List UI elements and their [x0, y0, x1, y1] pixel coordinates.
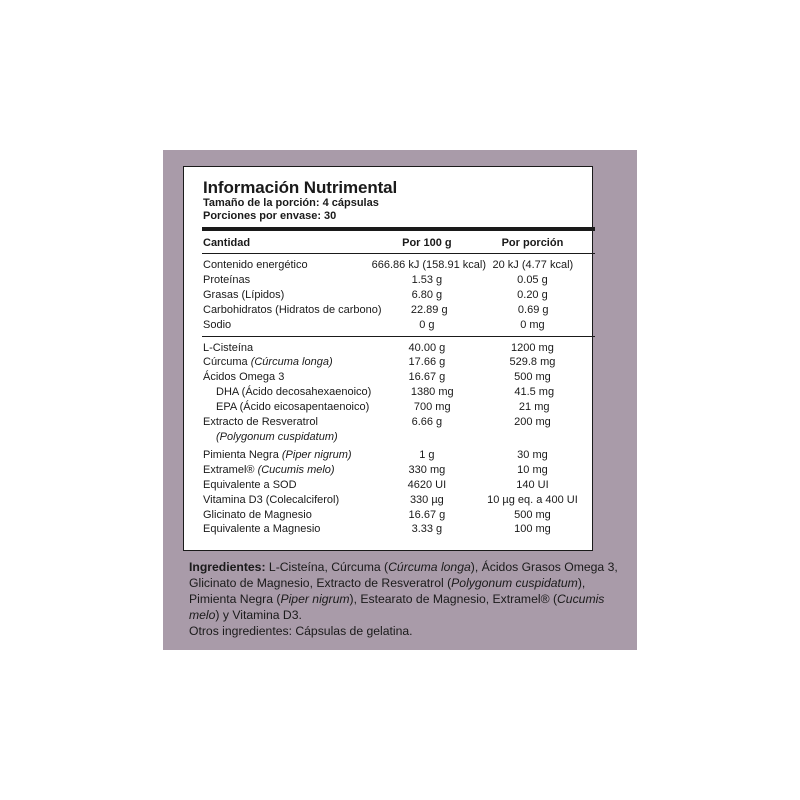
- ingredients-section: [203, 337, 584, 538]
- table-row: Extramel® (Cucumis melo) 330 mg 10 mg: [203, 463, 548, 476]
- table-row: EPA (Ácido eicosapentaenoico) 700 mg 21 mg: [216, 401, 550, 414]
- table-row: Contenido energético 666.86 kJ (158.91 kcal) 20 kJ (4.77 kcal): [203, 259, 574, 271]
- label-title: Información Nutrimental: [203, 178, 398, 197]
- table-row: Glicinato de Magnesio 16.67 g 500 mg: [203, 508, 551, 521]
- serving-size: Tamaño de la porción: 4 cápsulas: [203, 197, 379, 209]
- table-header: [203, 233, 584, 253]
- servings-per-container: Porciones por envase: 30: [203, 210, 337, 222]
- header-per-serving: Por porción: [501, 237, 564, 249]
- table-row: Sodio 0 g 0 mg: [203, 318, 545, 331]
- table-row: Cúrcuma (Cúrcuma longa) 17.66 g 529.8 mg: [203, 356, 556, 369]
- other-ingredients: Otros ingredientes: Cápsulas de gelatina.: [189, 624, 413, 638]
- table-row: Equivalente a Magnesio 3.33 g 100 mg: [203, 523, 551, 536]
- table-row: Pimienta Negra (Piper nigrum) 1 g 30 mg: [203, 448, 548, 461]
- table-row: DHA (Ácido decosahexaenoico) 1380 mg 41.5 mg: [216, 386, 555, 399]
- header-per100: Por 100 g: [402, 237, 452, 249]
- table-row: Grasas (Lípidos) 6.80 g 0.20 g: [203, 288, 548, 301]
- ingredients-paragraph: Ingredientes: L-Cisteína, Cúrcuma (Cúrcuma longa), Ácidos Grasos Omega 3, Glicinato de Magnesio, Extracto de Resveratrol (Polygonum cuspidatum), Pimienta Negra (Piper nigrum), Estearato de Magnesio, Extramel® (Cucumis melo) y Vitamina D3. Otros ingredientes: Cápsulas de gelatina.: [189, 560, 618, 638]
- label-panel: [163, 150, 637, 650]
- table-row: Carbohidratos (Hidratos de carbono) 22.89 g 0.69 g: [203, 303, 549, 316]
- table-row: Equivalente a SOD 4620 UI 140 UI: [203, 478, 549, 491]
- nutrients-section: [203, 254, 584, 333]
- table-row: L-Cisteína 40.00 g 1200 mg: [203, 341, 554, 354]
- table-row: Ácidos Omega 3 16.67 g 500 mg: [203, 371, 551, 384]
- table-row: Vitamina D3 (Colecalciferol) 330 µg 10 µg eq. a 400 UI: [203, 493, 578, 506]
- ingredients-heading: Ingredientes:: [189, 560, 266, 574]
- table-row: Proteínas 1.53 g 0.05 g: [203, 273, 548, 286]
- header-amount: Cantidad: [203, 237, 251, 249]
- table-row: (Polygonum cuspidatum): [216, 430, 338, 443]
- table-row: Extracto de Resveratrol 6.66 g 200 mg: [203, 416, 551, 429]
- nutrition-facts-box: [183, 166, 593, 551]
- divider-thick: [202, 227, 595, 231]
